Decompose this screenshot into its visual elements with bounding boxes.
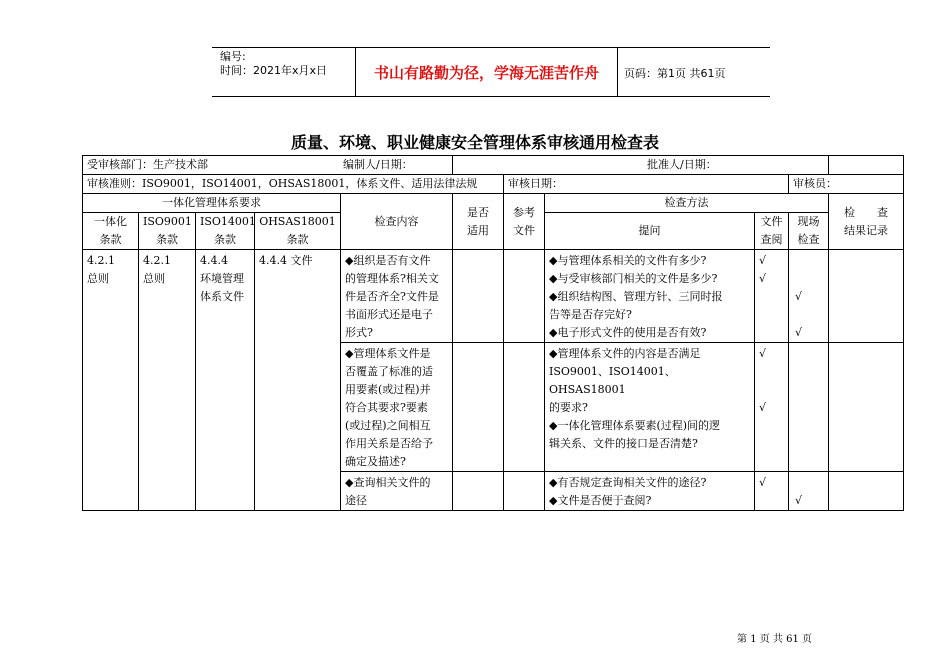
site-check-marks — [789, 343, 829, 472]
ohsas-clause-header: OHSAS18001 条款 — [255, 213, 341, 250]
site-check-marks: √ — [789, 472, 829, 511]
applicable-cell — [453, 250, 504, 343]
info-row — [83, 156, 904, 175]
check-content: ◆查询相关文件的 途径 — [341, 472, 453, 511]
reference-cell — [504, 472, 545, 511]
criteria-row — [83, 175, 904, 194]
integrated-req-header: 一体化管理体系要求 — [83, 194, 341, 213]
editor-cell: 编制人/日期： 批准人/日期： — [453, 156, 829, 175]
reference-header: 参考 文件 — [504, 194, 545, 250]
header-page-label: 页码：第1页 共61页 — [624, 67, 726, 80]
result-cell — [829, 343, 904, 472]
site-check-marks: √ √ — [789, 250, 829, 343]
header-bottom-rule — [212, 96, 770, 97]
result-cell — [829, 250, 904, 343]
auditor-cell: 审核员： — [789, 175, 904, 194]
method-header: 检查方法 — [545, 194, 829, 213]
reference-cell — [504, 343, 545, 472]
table-row — [83, 250, 904, 343]
applicable-cell — [453, 472, 504, 511]
number-label: 编号: — [220, 50, 246, 63]
questions: ◆管理体系文件的内容是否满足 ISO9001、ISO14001、OHSAS18001 的要求? ◆一体化管理体系要素(过程)间的逻 辑关系、文件的接口是否清楚? — [545, 343, 755, 472]
time-label: 时间：2021年x月x日 — [220, 64, 328, 77]
criteria-cell: 审核准则：ISO9001，ISO14001，OHSAS18001，体系文件、适用法律法规 — [83, 175, 504, 194]
header-divider — [617, 47, 618, 97]
result-cell — [829, 472, 904, 511]
dept-cell: 受审核部门：生产技术部 — [83, 156, 453, 175]
doc-check-marks: √ √ — [755, 343, 789, 472]
applicable-header: 是否 适用 — [453, 194, 504, 250]
integrated-clause: 4.2.1 总则 — [83, 250, 139, 511]
iso14001-clause-header: ISO14001 条款 — [196, 213, 255, 250]
check-content: ◆管理体系文件是 否覆盖了标准的适 用要素(或过程)并 符合其要求?要素 (或过程)之间相互 作用关系是否给予 确定及描述? — [341, 343, 453, 472]
iso9001-clause-header: ISO9001 条款 — [139, 213, 196, 250]
check-content: ◆组织是否有文件 的管理体系?相关文 件是否齐全?文件是 书面形式还是电子 形式? — [341, 250, 453, 343]
ohsas-clause: 4.4.4 文件 — [255, 250, 341, 511]
site-check-header: 现场 检查 — [789, 213, 829, 250]
content-header: 检查内容 — [341, 194, 453, 250]
audit-checklist-table — [82, 155, 904, 511]
doc-check-header: 文件 查阅 — [755, 213, 789, 250]
doc-check-marks: √ √ — [755, 250, 789, 343]
header-row-1 — [83, 194, 904, 213]
page-footer: 第 1 页 共 61 页 — [737, 634, 812, 645]
iso14001-clause: 4.4.4 环境管理 体系文件 — [196, 250, 255, 511]
header-motto: 书山有路勤为径，学海无涯苦作舟 — [373, 64, 599, 82]
integrated-clause-header: 一体化 条款 — [83, 213, 139, 250]
result-header: 检 查 结果记录 — [829, 194, 904, 250]
header-meta — [220, 50, 327, 78]
reference-cell — [504, 250, 545, 343]
document-title: 质量、环境、职业健康安全管理体系审核通用检查表 — [290, 133, 659, 152]
approver-spacer — [829, 156, 904, 175]
applicable-cell — [453, 343, 504, 472]
question-header: 提问 — [545, 213, 755, 250]
header-top-rule — [212, 47, 770, 48]
audit-date-cell: 审核日期： — [504, 175, 789, 194]
questions: ◆有否规定查询相关文件的途径? ◆文件是否便于查阅? — [545, 472, 755, 511]
doc-check-marks: √ — [755, 472, 789, 511]
questions: ◆与管理体系相关的文件有多少? ◆与受审核部门相关的文件是多少? ◆组织结构图、管理方针、三同时报 告等是否存完好? ◆电子形式文件的使用是否有效? — [545, 250, 755, 343]
iso9001-clause: 4.2.1 总则 — [139, 250, 196, 511]
